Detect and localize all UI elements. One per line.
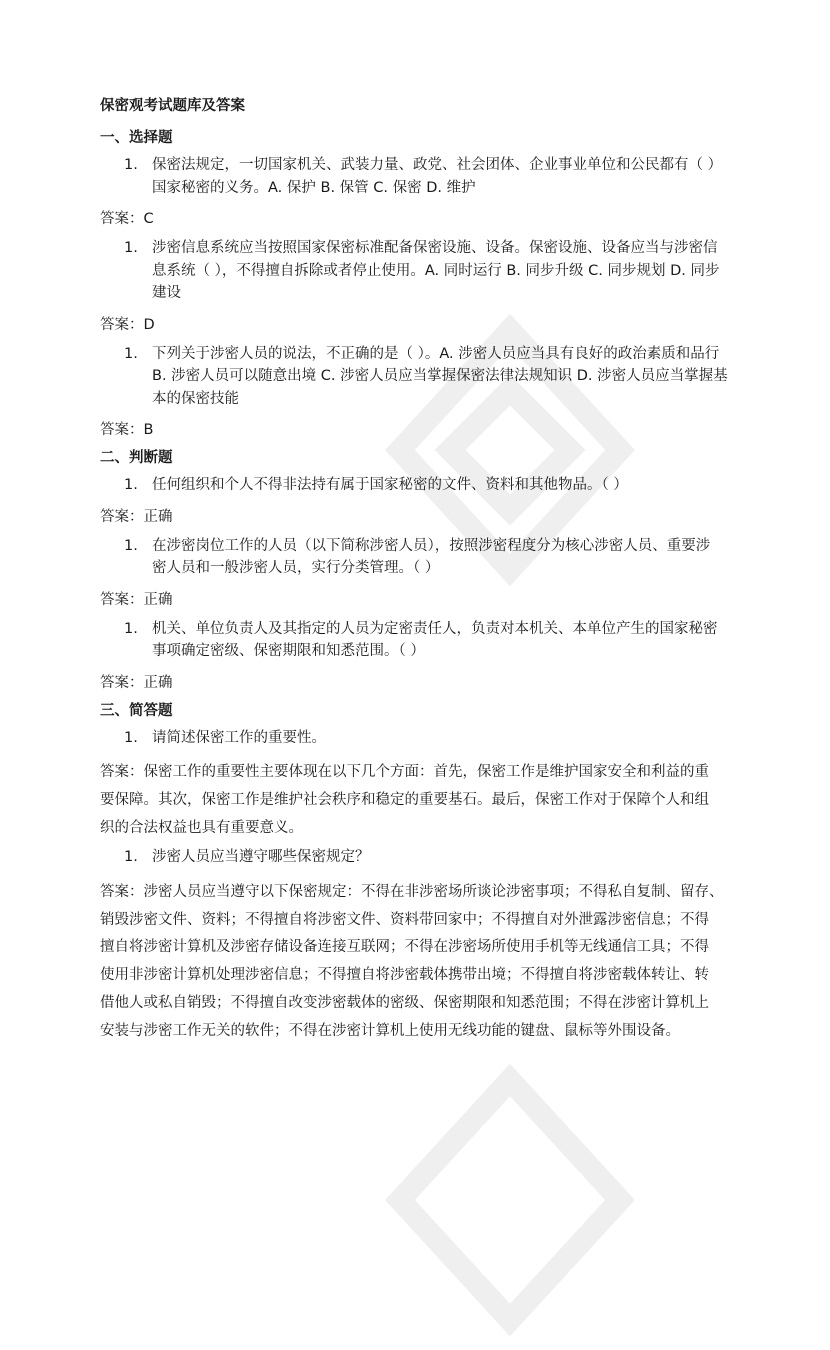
question-number: 1.	[124, 345, 138, 362]
answer: 答案：正确	[100, 591, 173, 608]
answer-line: 答案：涉密人员应当遵守以下保密规定：不得在非涉密场所谈论涉密事项；不得私自复制、留存、	[100, 883, 724, 900]
answer-line: 销毁涉密文件、资料；不得擅自将涉密文件、资料带回家中；不得擅自对外泄露涉密信息；不得	[100, 911, 709, 928]
answer: 答案：C	[100, 211, 154, 227]
question-text-line: 请简述保密工作的重要性。	[152, 729, 326, 746]
answer: 答案：正确	[100, 508, 173, 525]
answer-line: 使用非涉密计算机处理涉密信息；不得擅自将涉密载体携带出境；不得擅自将涉密载体转让、转	[100, 967, 709, 984]
question-text-line: 国家秘密的义务。A. 保护 B. 保管 C. 保密 D. 维护	[152, 179, 476, 196]
question-item	[100, 846, 760, 869]
answer-line: 要保障。其次，保密工作是维护社会秩序和稳定的重要基石。最后，保密工作对于保障个人和组	[100, 791, 709, 808]
answer: 答案：B	[100, 422, 154, 438]
answer: 答案：正确	[100, 674, 173, 691]
answer-paragraph	[100, 879, 760, 1046]
question-text-line: B. 涉密人员可以随意出境 C. 涉密人员应当掌握保密法律法规知识 D. 涉密人员应当掌握基	[152, 368, 728, 384]
question-number: 1.	[124, 537, 138, 554]
answer: 答案：D	[100, 316, 155, 333]
question-text-line: 建设	[152, 285, 181, 301]
answer-line: 借他人或私自销毁；不得擅自改变涉密载体的密级、保密期限和知悉范围；不得在涉密计算机上	[100, 995, 709, 1012]
question-text-line: 涉密人员应当遵守哪些保密规定？	[152, 849, 370, 866]
section-heading: 二、判断题	[100, 450, 173, 466]
question-number: 1.	[124, 729, 138, 746]
question-text-line: 息系统（ ），不得擅自拆除或者停止使用。A. 同时运行 B. 同步升级 C. 同步规划 D. 同步	[152, 262, 720, 279]
question-item	[100, 343, 760, 411]
answer-paragraph	[100, 759, 760, 842]
question-item	[100, 154, 760, 199]
question-text-line: 在涉密岗位工作的人员（以下简称涉密人员），按照涉密程度分为核心涉密人员、重要涉	[152, 537, 711, 554]
document-content	[100, 128, 760, 1046]
document-page	[100, 96, 760, 1050]
question-number: 1.	[124, 157, 138, 173]
question-text-line: 事项确定密级、保密期限和知悉范围。（ ）	[152, 643, 425, 659]
question-number: 1.	[124, 240, 138, 256]
question-text-line: 机关、单位负责人及其指定的人员为定密责任人，负责对本机关、本单位产生的国家秘密	[152, 620, 718, 637]
question-text-line: 涉密信息系统应当按照国家保密标准配备保密设施、设备。保密设施、设备应当与涉密信	[152, 240, 718, 256]
question-text-line: 下列关于涉密人员的说法，不正确的是（ ）。A. 涉密人员应当具有良好的政治素质和品行	[152, 345, 720, 362]
question-item	[100, 727, 760, 750]
document-title: 保密观考试题库及答案	[100, 98, 245, 114]
question-item	[100, 237, 760, 305]
section-heading: 三、简答题	[100, 702, 173, 719]
question-item	[100, 535, 760, 580]
question-number: 1.	[124, 849, 138, 866]
question-text-line: 本的保密技能	[152, 390, 239, 407]
watermark-logo-bottom	[380, 1050, 640, 1350]
question-number: 1.	[124, 620, 138, 637]
answer-line: 答案：保密工作的重要性主要体现在以下几个方面：首先，保密工作是维护国家安全和利益的重	[100, 764, 709, 780]
question-text-line: 任何组织和个人不得非法持有属于国家秘密的文件、资料和其他物品。（ ）	[152, 477, 628, 493]
question-number: 1.	[124, 477, 138, 493]
section-heading: 一、选择题	[100, 130, 173, 146]
answer-line: 擅自将涉密计算机及涉密存储设备连接互联网；不得在涉密场所使用手机等无线通信工具；不得	[100, 939, 709, 956]
question-text-line: 保密法规定，一切国家机关、武装力量、政党、社会团体、企业事业单位和公民都有（ ）	[152, 157, 723, 173]
question-item	[100, 618, 760, 663]
answer-line: 安装与涉密工作无关的软件；不得在涉密计算机上使用无线功能的键盘、鼠标等外围设备。	[100, 1022, 680, 1039]
question-text-line: 密人员和一般涉密人员，实行分类管理。（ ）	[152, 560, 440, 576]
answer-line: 织的合法权益也具有重要意义。	[100, 819, 303, 836]
question-item	[100, 474, 760, 497]
